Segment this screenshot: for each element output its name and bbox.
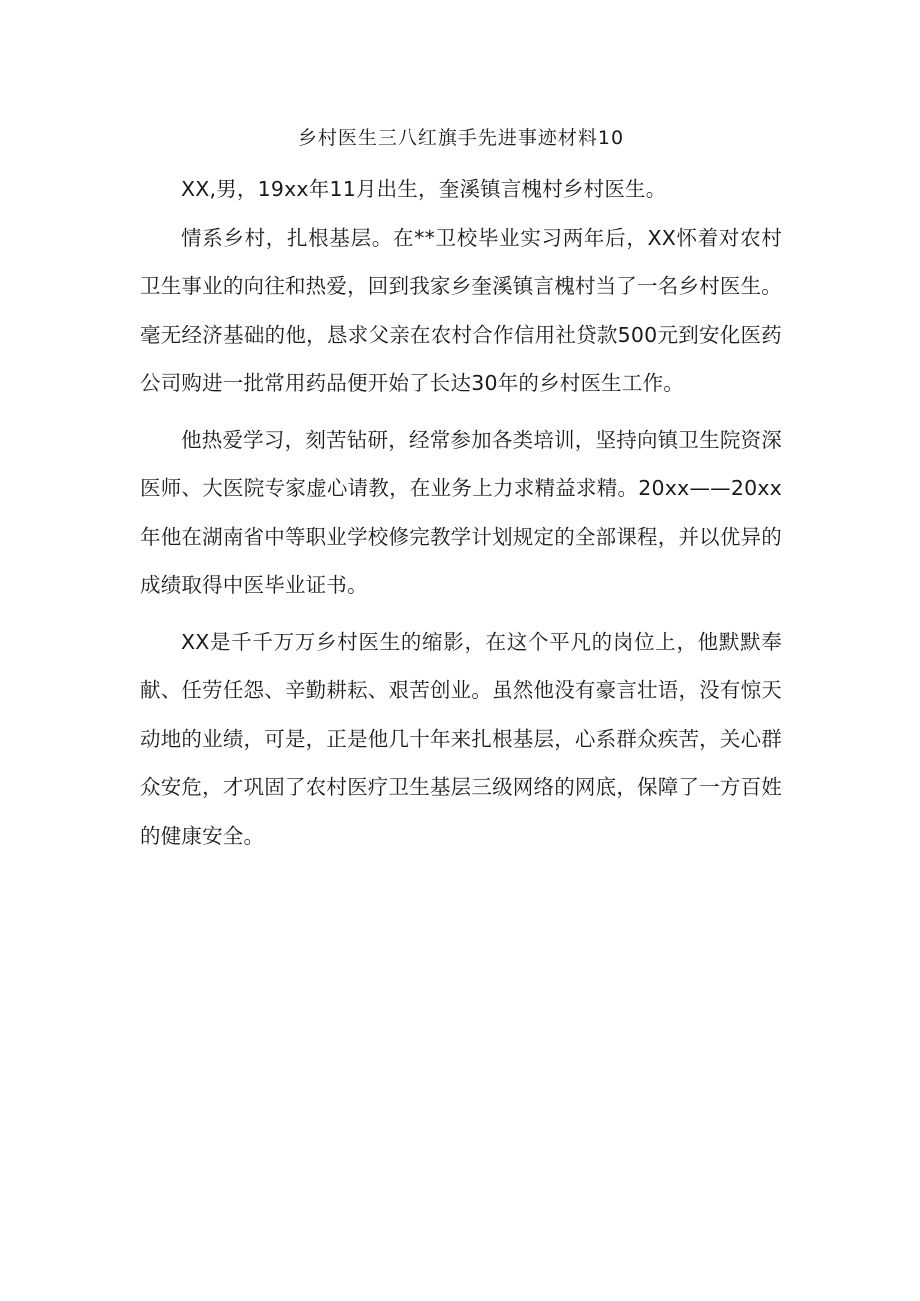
- paragraph-intro: XX,男，19xx年11月出生，奎溪镇言槐村乡村医生。: [181, 177, 667, 201]
- document-body: [140, 165, 782, 860]
- document-title: 乡村医生三八红旗手先进事迹材料10: [297, 127, 625, 149]
- paragraph-learning: 他热爱学习，刻苦钻研，经常参加各类培训，坚持向镇卫生院资深医师、大医院专家虚心请教，在业务上力求精益求精。20xx——20xx年他在湖南省中等职业学校修完教学计划规定的全部课程，并以优异的成绩取得中医毕业证书。: [140, 427, 782, 597]
- paragraph-dedication: XX是千千万万乡村医生的缩影，在这个平凡的岗位上，他默默奉献、任劳任怨、辛勤耕耘、艰苦创业。虽然他没有豪言壮语，没有惊天动地的业绩，可是，正是他几十年来扎根基层，心系群众疾苦，关心群众安危，才巩固了农村医疗卫生基层三级网络的网底，保障了一方百姓的健康安全。: [140, 629, 782, 848]
- paragraph-rooted-in-village: 情系乡村，扎根基层。在**卫校毕业实习两年后，XX怀着对农村卫生事业的向往和热爱，回到我家乡奎溪镇言槐村当了一名乡村医生。毫无经济基础的他，恳求父亲在农村合作信用社贷款500元到安化医药公司购进一批常用药品便开始了长达30年的乡村医生工作。: [140, 225, 782, 395]
